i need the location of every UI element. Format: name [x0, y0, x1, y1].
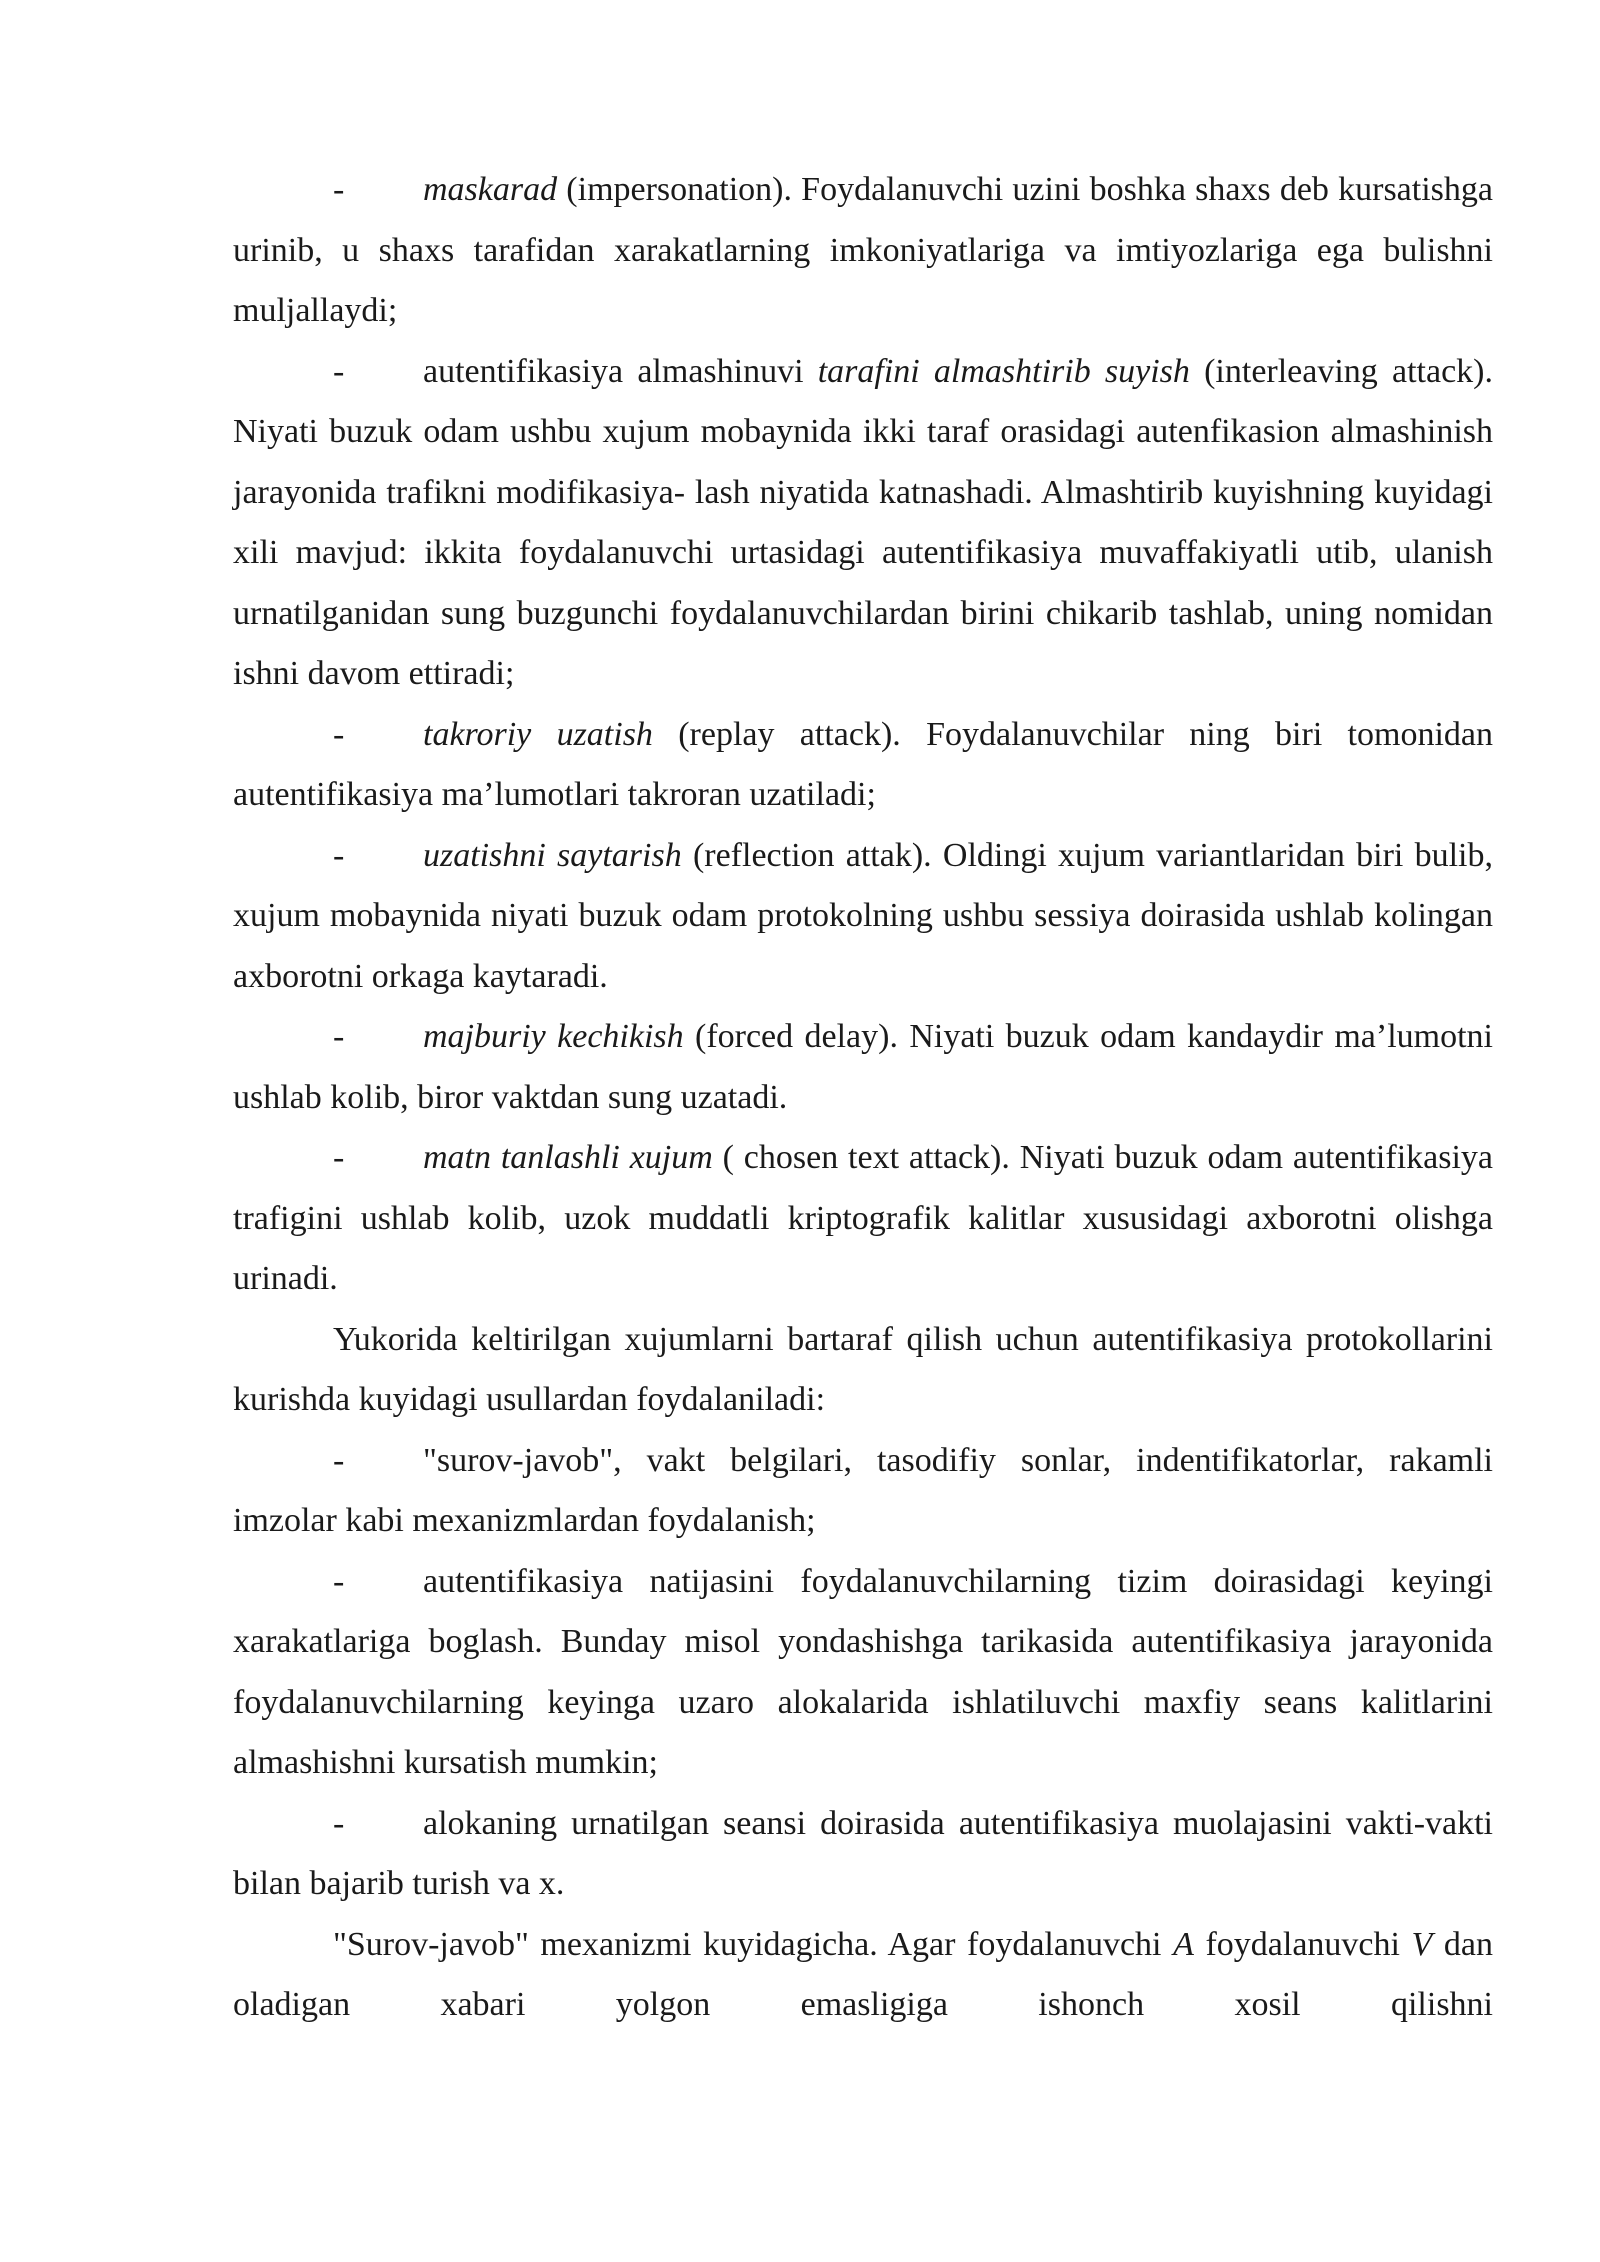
attack-description: (replay attack). Foydalanuvchilar ning biri tomonidan autentifikasiya ma’lumotlari takroran uzatiladi;	[233, 715, 1493, 813]
list-dash: -	[333, 1139, 345, 1176]
list-dash: -	[333, 1804, 345, 1842]
method-text: "surov-javob", vakt belgilari, tasodifiy sonlar, indentifikatorlar, rakamli imzolar kabi mexanizmlardan foydalanish;	[233, 1441, 1493, 1539]
list-dash: -	[333, 171, 345, 208]
attack-term: uzatishni saytarish	[423, 836, 682, 874]
list-dash: -	[333, 836, 345, 874]
attack-item-reflection	[233, 826, 1493, 1008]
method-text: alokaning urnatilgan seansi doirasida autentifikasiya muolajasini vakti-vakti bilan bajarib turish va x.	[233, 1804, 1493, 1902]
attack-prefix: autentifikasiya almashinuvi	[423, 352, 818, 390]
attack-item-forced-delay	[233, 1007, 1493, 1128]
attack-term: tarafini almashtirib suyish	[817, 352, 1190, 390]
attack-description: (interleaving attack). Niyati buzuk odam ushbu xujum mobaynida ikki taraf orasidagi autenfikasion almashinish jarayonida trafikni modifikasiya- lash niyatida katnashadi. Almashtirib kuyishning kuyidagi xili mavjud: ikkita foydalanuvchi urtasidagi autentifikasiya muvaffakiyatli utib, ulanish urnatilganidan sung buzgunchi foydalanuvchilardan birini chikarib tashlab, uning nomidan ishni davom ettiradi;	[233, 352, 1493, 692]
list-dash: -	[333, 1562, 345, 1600]
document-page	[233, 160, 1493, 2036]
attack-item-interleaving	[233, 342, 1493, 705]
method-item-periodic	[233, 1794, 1493, 1915]
variable-a: A	[1173, 1925, 1194, 1963]
attack-description: (reflection attak). Oldingi xujum variantlaridan biri bulib, xujum mobaynida niyati buzuk odam protokolning ushbu sessiya doirasida ushlab kolingan axborotni orkaga kaytaradi.	[233, 836, 1493, 995]
attack-item-chosen-text	[233, 1128, 1493, 1310]
list-dash: -	[333, 1018, 345, 1055]
attack-term: maskarad	[423, 171, 558, 208]
attack-term: takroriy uzatish	[423, 715, 653, 753]
attack-item-replay	[233, 705, 1493, 826]
variable-v: V	[1411, 1925, 1433, 1963]
attack-item-maskarad	[233, 160, 1493, 342]
methods-intro-paragraph: Yukorida keltirilgan xujumlarni bartaraf qilish uchun autentifikasiya protokollarini kurishda kuyidagi usullardan foydalaniladi:	[233, 1320, 1493, 1418]
attack-description: (forced delay). Niyati buzuk odam kandaydir ma’lumotni ushlab kolib, biror vaktdan sung uzatadi.	[233, 1018, 1493, 1116]
list-dash: -	[333, 715, 345, 753]
method-item-binding	[233, 1552, 1493, 1794]
attack-description: (impersonation). Foydalanuvchi uzini boshka shaxs deb kursatishga urinib, u shaxs tarafidan xarakatlarning imkoniyatlariga va imtiyozlariga ega bulishni muljallaydi;	[233, 171, 1493, 329]
method-item-challenge-response	[233, 1431, 1493, 1552]
attack-term: matn tanlashli xujum	[423, 1139, 713, 1176]
attack-term: majburiy kechikish	[423, 1018, 684, 1055]
attack-description: ( chosen text attack). Niyati buzuk odam autentifikasiya trafigini ushlab kolib, uzok muddatli kriptografik kalitlar xususidagi axborotni olishga urinadi.	[233, 1139, 1494, 1297]
list-dash: -	[333, 1441, 345, 1479]
list-dash: -	[333, 352, 345, 390]
final-paragraph: "Surov-javob" mexanizmi kuyidagicha. Agar foydalanuvchi A foydalanuvchi V dan oladigan xabari yolgon emasligiga ishonch xosil qilishni	[233, 1925, 1494, 2023]
method-text: autentifikasiya natijasini foydalanuvchilarning tizim doirasidagi keyingi xarakatlariga boglash. Bunday misol yondashishga tarikasida autentifikasiya jarayonida foydalanuvchilarning keyinga uzaro alokalarida ishlatiluvchi maxfiy seans kalitlarini almashishni kursatish mumkin;	[233, 1562, 1493, 1781]
